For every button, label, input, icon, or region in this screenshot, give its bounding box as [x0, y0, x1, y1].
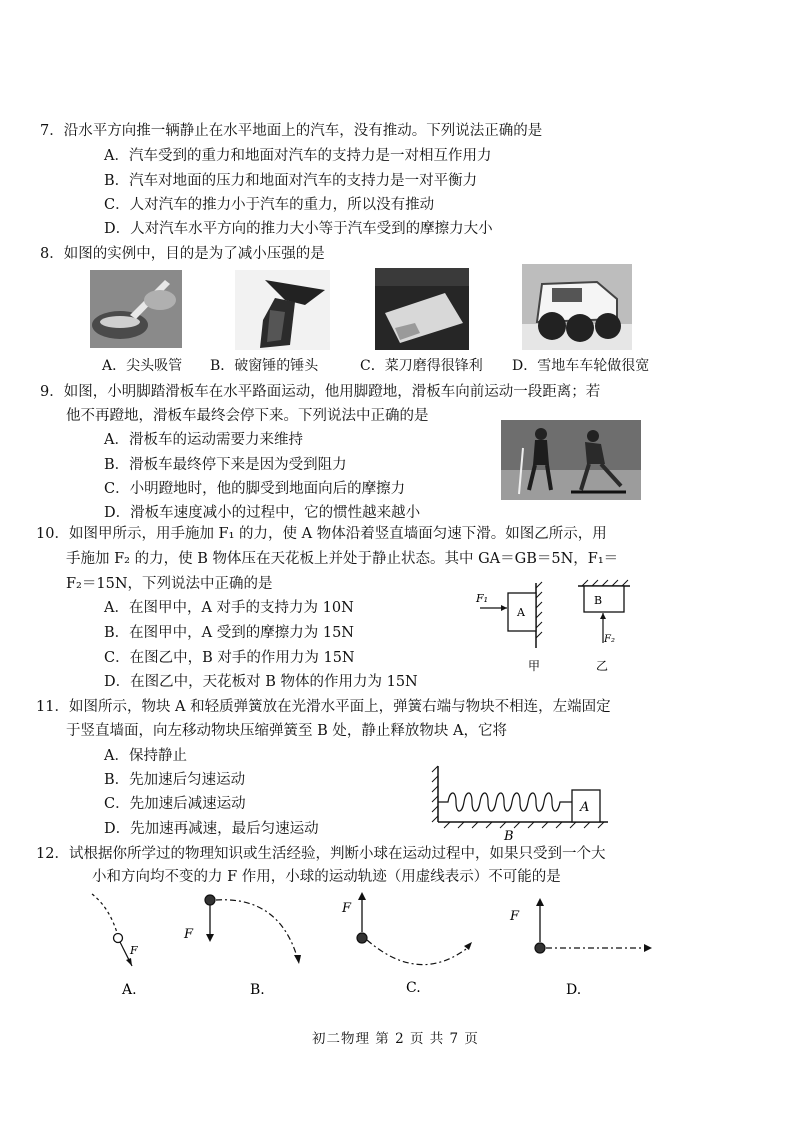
q8-photo-knife: [375, 268, 469, 350]
q10-label-f2: F₂: [604, 634, 615, 645]
q11-stem-line2: 于竖直墙面，向左移动物块压缩弹簧至 B 处，静止释放物块 A，它将: [66, 723, 507, 739]
q12-b-ball: [205, 895, 215, 905]
q10-stem-line2: 手施加 F₂ 的力，使 B 物体压在天花板上并处于静止状态。其中 GA＝GB＝5N，F₁＝: [66, 551, 619, 567]
q11-label-a: A: [580, 800, 590, 815]
q7-option-c: C．人对汽车的推力小于汽车的重力，所以没有推动: [104, 197, 435, 213]
q12-b-trajectory: [216, 900, 298, 960]
q11-spring: [438, 793, 572, 811]
q12-label-a: A.: [122, 982, 137, 998]
q8-photo-hammer: [235, 270, 330, 350]
q12-stem-line1: 12．试根据你所学过的物理知识或生活经验，判断小球在运动过程中，如果只受到一个大: [36, 846, 606, 862]
q9-option-b: B．滑板车最终停下来是因为受到阻力: [104, 457, 347, 473]
q12-stem-line2: 小和方向均不变的力 F 作用，小球的运动轨迹（用虚线表示）不可能的是: [92, 869, 561, 885]
q10-stem-line1: 10．如图甲所示，用手施加 F₁ 的力，使 A 物体沿着竖直墙面匀速下滑。如图乙所示，用: [36, 526, 607, 542]
q10-label-a: A: [517, 606, 525, 619]
q10-label-yi: 乙: [596, 659, 609, 673]
q12-c-trajectory: [367, 940, 470, 965]
q8-caption-b: B．破窗锤的锤头: [210, 358, 319, 374]
q11-figure: [428, 762, 618, 842]
q9-option-a: A．滑板车的运动需要力来维持: [104, 432, 303, 448]
q9-stem-line1: 9．如图，小明脚踏滑板车在水平路面运动，他用脚蹬地，滑板车向前运动一段距离；若: [40, 384, 601, 400]
q10-figure: [470, 578, 650, 678]
q12-d-force: F: [510, 909, 520, 924]
q8-stem: 8．如图的实例中，目的是为了减小压强的是: [40, 246, 325, 262]
page-footer: 初二物理 第 2 页 共 7 页: [312, 1031, 479, 1047]
q9-photo-scooter: [501, 420, 641, 500]
q12-figure: [80, 886, 680, 1006]
q11-option-b: B．先加速后匀速运动: [104, 772, 246, 788]
q12-d-ball: [535, 943, 545, 953]
q10-option-d: D．在图乙中，天花板对 B 物体的作用力为 15N: [104, 674, 418, 690]
q7-option-b: B．汽车对地面的压力和地面对汽车的支持力是一对平衡力: [104, 173, 478, 189]
q10-label-b: B: [594, 594, 603, 607]
q12-a-trajectory: [92, 894, 118, 936]
q8-caption-c: C．菜刀磨得很锋利: [360, 358, 483, 374]
q12-c-force: F: [342, 901, 352, 916]
q10-option-a: A．在图甲中，A 对手的支持力为 10N: [104, 600, 354, 616]
q8-photo-snow-vehicle: [522, 264, 632, 350]
q8-caption-d: D．雪地车车轮做很宽: [512, 358, 650, 374]
q7-option-d: D．人对汽车水平方向的推力大小等于汽车受到的摩擦力大小: [104, 221, 493, 237]
q12-label-d: D.: [566, 982, 582, 998]
q10-label-f1: F₁: [476, 592, 489, 605]
q12-label-b: B.: [250, 982, 265, 998]
q9-option-c: C．小明蹬地时，他的脚受到地面向后的摩擦力: [104, 481, 406, 497]
q10-block-b: [584, 586, 624, 612]
q11-option-c: C．先加速后减速运动: [104, 796, 246, 812]
q10-label-jia: 甲: [528, 659, 541, 673]
q11-option-a: A．保持静止: [104, 748, 187, 764]
q9-stem-line2: 他不再蹬地，滑板车最终会停下来。下列说法中正确的是: [66, 408, 429, 424]
q12-a-force: F: [130, 944, 138, 957]
q12-label-c: C.: [406, 980, 421, 996]
q7-option-a: A．汽车受到的重力和地面对汽车的支持力是一对相互作用力: [104, 148, 492, 164]
q11-option-d: D．先加速再减速，最后匀速运动: [104, 821, 319, 837]
q12-b-force: F: [184, 927, 194, 942]
q12-a-ball: [114, 934, 123, 943]
q10-option-b: B．在图甲中，A 受到的摩擦力为 15N: [104, 625, 354, 641]
q11-stem-line1: 11．如图所示，物块 A 和轻质弹簧放在光滑水平面上，弹簧右端与物块不相连，左端固定: [36, 699, 611, 715]
q8-photo-straw: [90, 270, 182, 348]
q10-stem-line3: F₂＝15N，下列说法中正确的是: [66, 576, 273, 592]
q9-option-d: D．滑板车速度减小的过程中，它的惯性越来越小: [104, 505, 421, 521]
q11-label-b: B: [504, 829, 514, 842]
q7-stem: 7．沿水平方向推一辆静止在水平地面上的汽车，没有推动。下列说法正确的是: [40, 123, 543, 139]
q8-caption-a: A．尖头吸管: [102, 358, 183, 374]
q12-c-ball: [357, 933, 367, 943]
q10-option-c: C．在图乙中，B 对手的作用力为 15N: [104, 650, 355, 666]
